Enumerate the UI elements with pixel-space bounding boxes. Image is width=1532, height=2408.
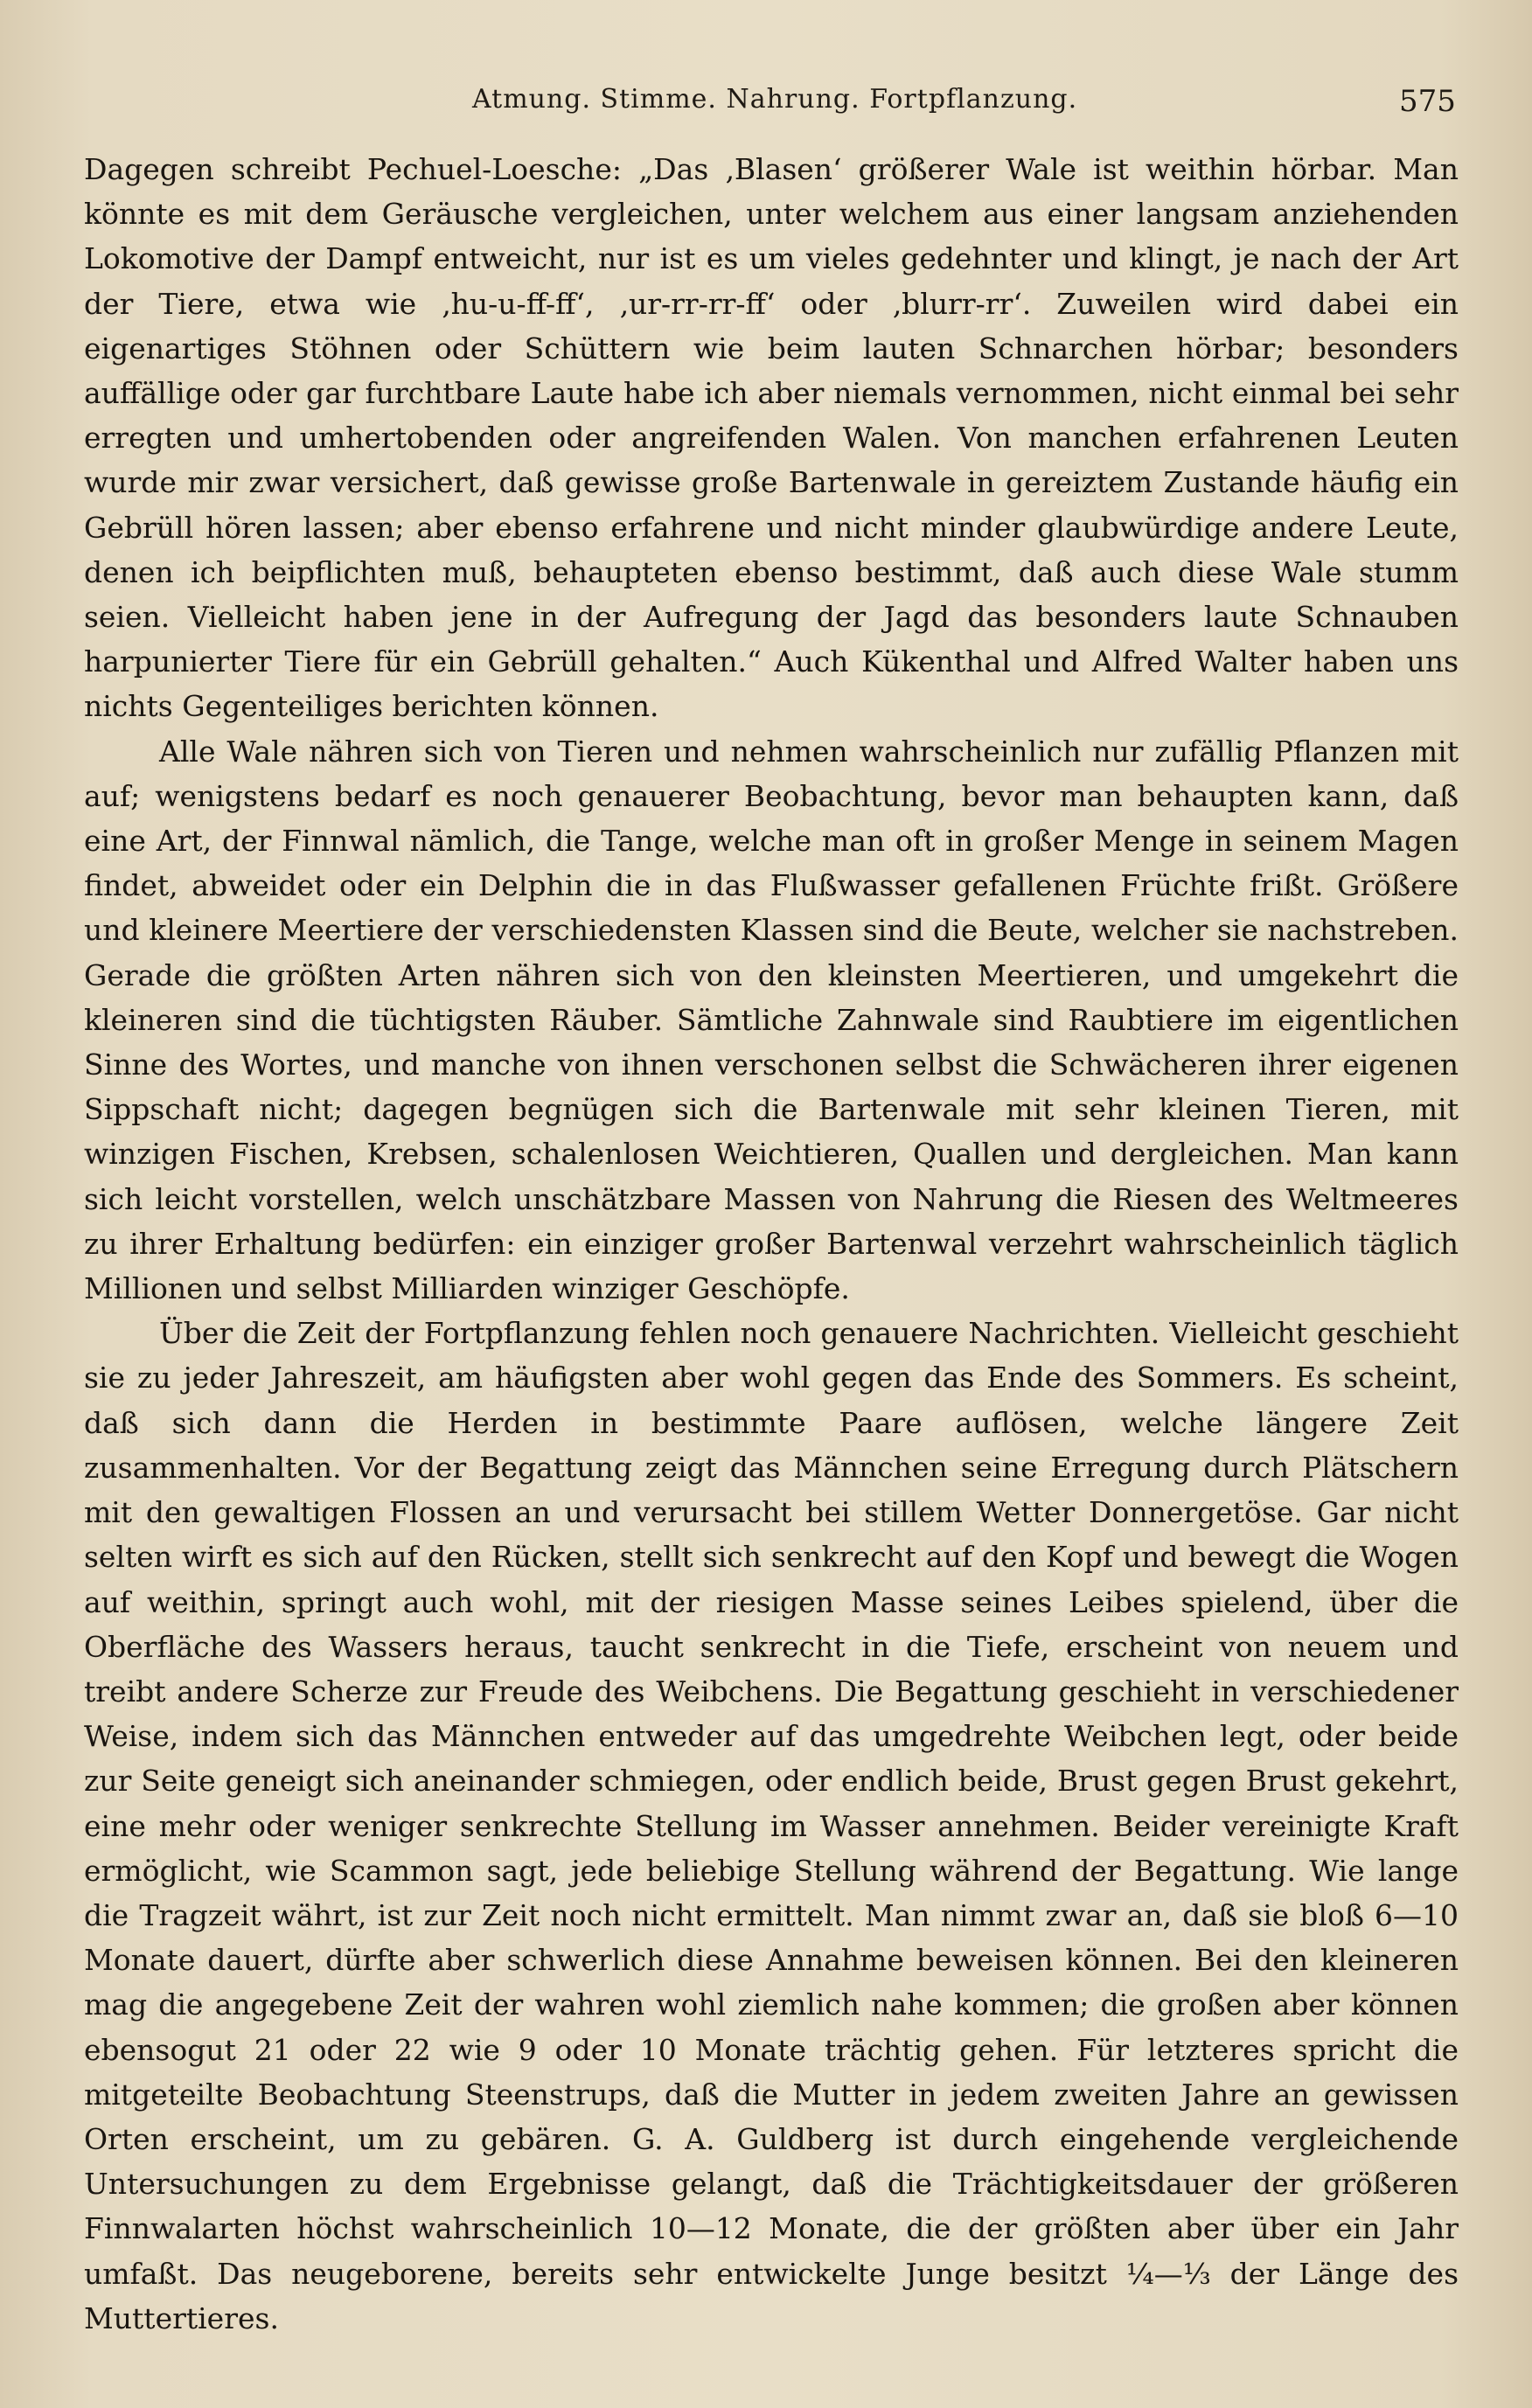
- paragraph-2: Alle Wale nähren sich von Tieren und nehmen wahrscheinlich nur zufällig Pflanzen mit auf; wenigstens bedarf es noch genauerer Beobachtung, bevor man behaupten kann, daß eine Art, der Finnwal nämlich, die Tange, welche man oft in großer Menge in seinem Magen findet, abweidet oder ein Delphin die in das Flußwasser gefallenen Früchte frißt. Größere und kleinere Meertiere der verschiedensten Klassen sind die Beute, welcher sie nachstreben. Gerade die größten Arten nähren sich von den kleinsten Meertieren, und umgekehrt die kleineren sind die tüchtigsten Räuber. Sämtliche Zahnwale sind Raubtiere im eigentlichen Sinne des Wortes, und manche von ihnen verschonen selbst die Schwächeren ihrer eigenen Sippschaft nicht; dagegen begnügen sich die Bartenwale mit sehr kleinen Tieren, mit winzigen Fischen, Krebsen, schalenlosen Weichtieren, Quallen und dergleichen. Man kann sich leicht vorstellen, welch unschätzbare Massen von Nahrung die Riesen des Weltmeeres zu ihrer Erhaltung bedürfen: ein einziger großer Bartenwal verzehrt wahrscheinlich täglich Millionen und selbst Milliarden winziger Geschöpfe.: [84, 734, 1459, 1306]
- running-head: [0, 84, 1532, 136]
- running-title: Atmung. Stimme. Nahrung. Fortpflanzung.: [472, 84, 1078, 115]
- page-number: 575: [1399, 84, 1456, 119]
- paragraph-3: Über die Zeit der Fortpflanzung fehlen noch genauere Nachrichten. Vielleicht geschieht sie zu jeder Jahreszeit, am häufigsten aber wohl gegen das Ende des Sommers. Es scheint, daß sich dann die Herden in bestimmte Paare auflösen, welche längere Zeit zusammenhalten. Vor der Begattung zeigt das Männchen seine Erregung durch Plätschern mit den gewaltigen Flossen an und verursacht bei stillem Wetter Donnergetöse. Gar nicht selten wirft es sich auf den Rücken, stellt sich senkrecht auf den Kopf und bewegt die Wogen auf weithin, springt auch wohl, mit der riesigen Masse seines Leibes spielend, über die Oberfläche des Wassers heraus, taucht senkrecht in die Tiefe, erscheint von neuem und treibt andere Scherze zur Freude des Weibchens. Die Begattung geschieht in verschiedener Weise, indem sich das Männchen entweder auf das umgedrehte Weibchen legt, oder beide zur Seite geneigt sich aneinander schmiegen, oder endlich beide, Brust gegen Brust gekehrt, eine mehr oder weniger senkrechte Stellung im Wasser annehmen. Beider vereinigte Kraft ermöglicht, wie Scammon sagt, jede beliebige Stellung während der Begattung. Wie lange die Tragzeit währt, ist zur Zeit noch nicht ermittelt. Man nimmt zwar an, daß sie bloß 6—10 Monate dauert, dürfte aber schwerlich diese Annahme beweisen können. Bei den kleineren mag die angegebene Zeit der wahren wohl ziemlich nahe kommen; die großen aber können ebensogut 21 oder 22 wie 9 oder 10 Monate trächtig gehen. Für letzteres spricht die mitgeteilte Beobachtung Steenstrups, daß die Mutter in jedem zweiten Jahre an gewissen Orten erscheint, um zu gebären. G. A. Guldberg ist durch eingehende vergleichende Untersuchungen zu dem Ergebnisse gelangt, daß die Trächtigkeitsdauer der größeren Finnwalarten höchst wahrscheinlich 10—12 Monate, die der größten aber über ein Jahr umfaßt. Das neugeborene, bereits sehr entwickelte Junge besitzt ¼—⅓ der Länge des Muttertieres.: [84, 1316, 1459, 2335]
- body-text: [84, 147, 1459, 2341]
- paragraph-1: Dagegen schreibt Pechuel-Loesche: „Das ‚Blasen‘ größerer Wale ist weithin hörbar. Man könnte es mit dem Geräusche vergleichen, unter welchem aus einer langsam anziehenden Lokomotive der Dampf entweicht, nur ist es um vieles gedehnter und klingt, je nach der Art der Tiere, etwa wie ‚hu-u-ff-ff‘, ‚ur-rr-rr-ff‘ oder ‚blurr-rr‘. Zuweilen wird dabei ein eigenartiges Stöhnen oder Schüttern wie beim lauten Schnarchen hörbar; besonders auffällige oder gar furchtbare Laute habe ich aber niemals vernommen, nicht einmal bei sehr erregten und umhertobenden oder angreifenden Walen. Von manchen erfahrenen Leuten wurde mir zwar versichert, daß gewisse große Bartenwale in gereiztem Zustande häufig ein Gebrüll hören lassen; aber ebenso erfahrene und nicht minder glaubwürdige andere Leute, denen ich beipflichten muß, behaupteten ebenso bestimmt, daß auch diese Wale stumm seien. Vielleicht haben jene in der Aufregung der Jagd das besonders laute Schnauben harpunierter Tiere für ein Gebrüll gehalten.“ Auch Kükenthal und Alfred Walter haben uns nichts Gegenteiliges berichten können.: [84, 152, 1459, 724]
